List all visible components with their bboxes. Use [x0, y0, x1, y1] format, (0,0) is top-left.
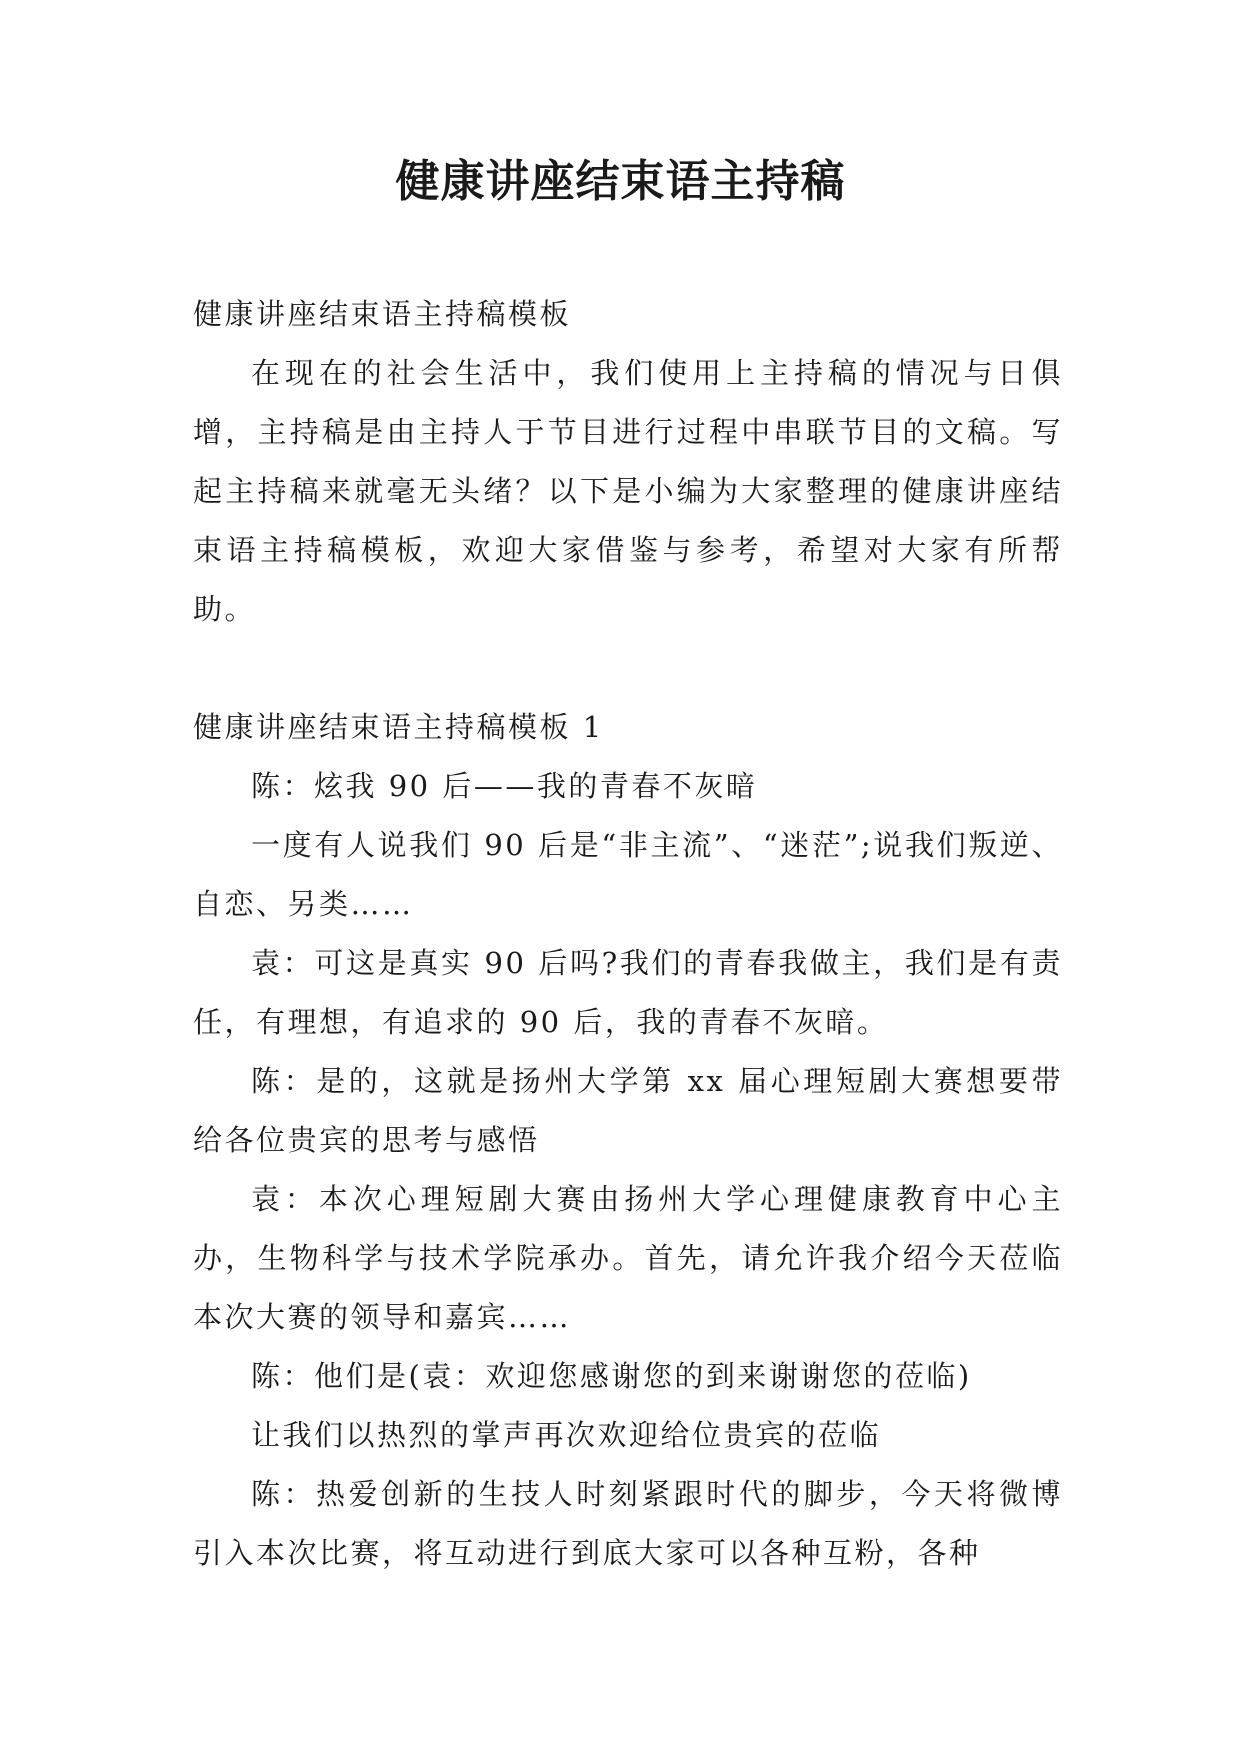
paragraph-7: 让我们以热烈的掌声再次欢迎给位贵宾的莅临	[251, 1418, 882, 1452]
section-spacer	[193, 639, 1063, 698]
intro-paragraph: 在现在的社会生活中，我们使用上主持稿的情况与日俱增，主持稿是由主持人于节目进行过程中串联节目的文稿。写起主持稿来就毫无头绪？以下是小编为大家整理的健康讲座结束语主持稿模板，欢迎大家借鉴与参考，希望对大家有所帮助。	[193, 356, 1063, 626]
paragraph-5: 袁：本次心理短剧大赛由扬州大学心理健康教育中心主办，生物科学与技术学院承办。首先，请允许我介绍今天莅临本次大赛的领导和嘉宾……	[193, 1182, 1063, 1334]
paragraph-3: 袁：可这是真实 90 后吗?我们的青春我做主，我们是有责任，有理想，有追求的 90 后，我的青春不灰暗。	[193, 946, 1063, 1039]
paragraph-1: 陈：炫我 90 后——我的青春不灰暗	[251, 769, 758, 803]
intro-heading: 健康讲座结束语主持稿模板	[193, 297, 572, 331]
document-title: 健康讲座结束语主持稿	[395, 156, 846, 207]
paragraph-8: 陈：热爱创新的生技人时刻紧跟时代的脚步，今天将微博引入本次比赛，将互动进行到底大家可以各种互粉，各种	[193, 1477, 1063, 1570]
paragraph-4: 陈：是的，这就是扬州大学第 xx 届心理短剧大赛想要带给各位贵宾的思考与感悟	[193, 1064, 1063, 1157]
document-body	[193, 285, 1063, 1583]
paragraph-2: 一度有人说我们 90 后是“非主流”、“迷茫”;说我们叛逆、自恋、另类……	[193, 828, 1063, 921]
paragraph-6: 陈：他们是(袁：欢迎您感谢您的到来谢谢您的莅临)	[251, 1359, 972, 1393]
section-heading: 健康讲座结束语主持稿模板 1	[193, 710, 604, 744]
